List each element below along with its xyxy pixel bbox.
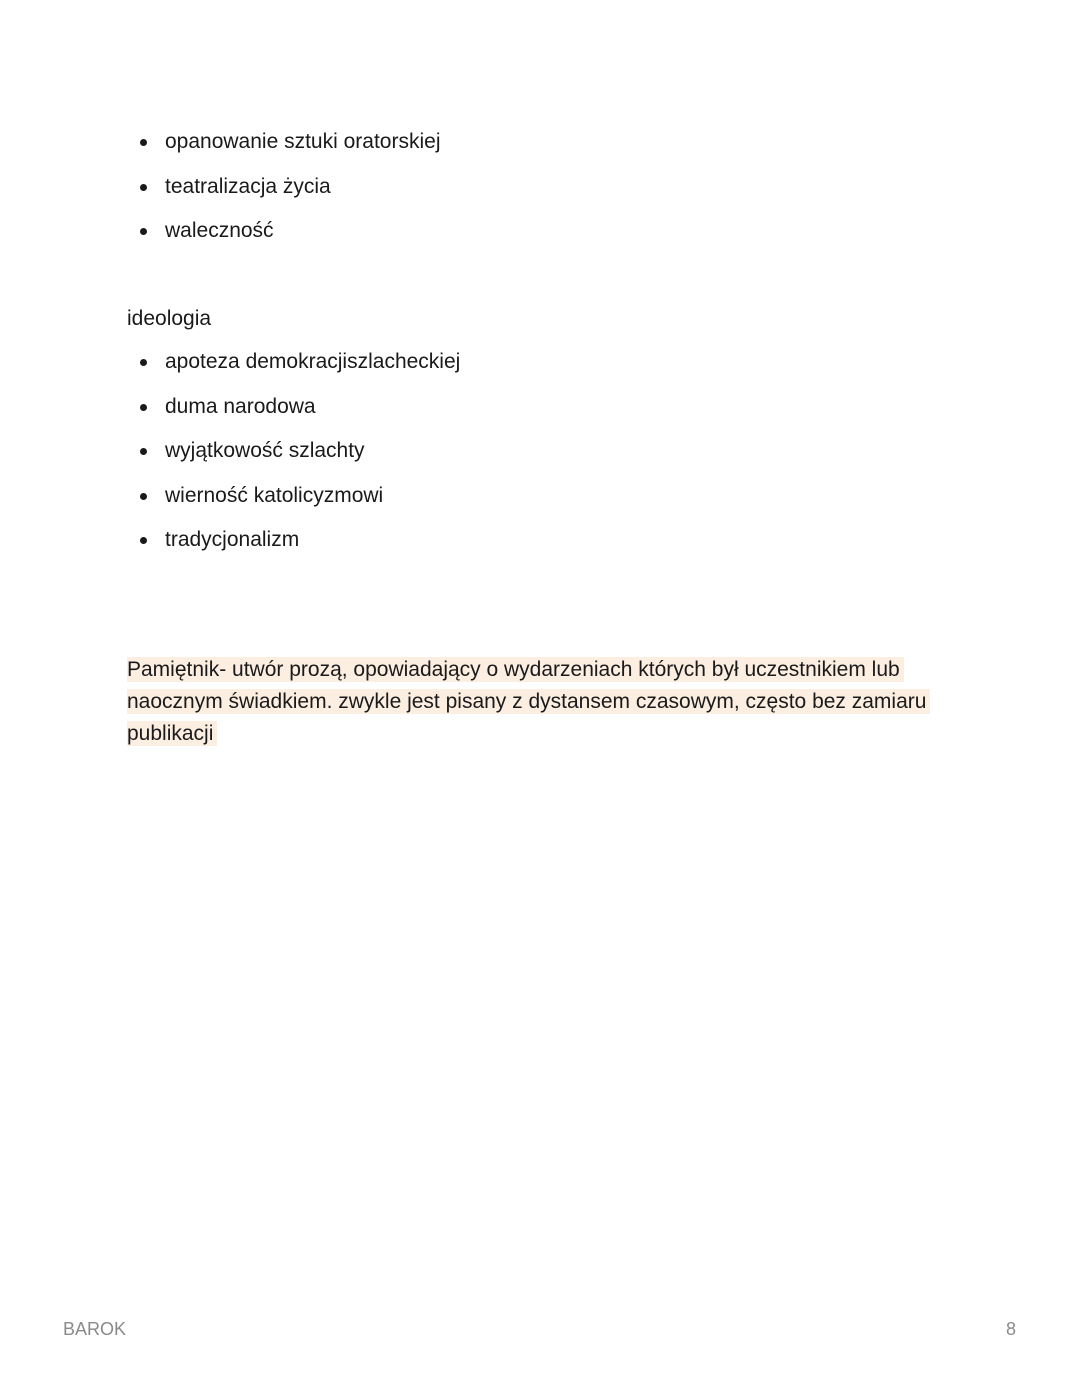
list-item-text: wyjątkowość szlachty <box>165 439 365 462</box>
list-item-text: duma narodowa <box>165 394 316 418</box>
bullet-icon <box>140 184 147 191</box>
list-item-text: apoteza demokracjiszlacheckiej <box>165 350 461 373</box>
bullet-icon <box>140 537 147 544</box>
list-item-text: waleczność <box>165 219 274 242</box>
definition-paragraph <box>127 654 947 750</box>
list-item <box>138 391 460 436</box>
ideology-list <box>138 346 460 569</box>
list-item <box>138 126 440 171</box>
list-item <box>138 171 440 216</box>
traits-list <box>138 126 440 260</box>
bullet-icon <box>140 228 147 235</box>
bullet-icon <box>140 493 147 500</box>
list-item-text: wierność katolicyzmowi <box>165 483 384 507</box>
footer-title: BAROK <box>63 1319 127 1339</box>
list-item-text: teatralizacja życia <box>165 174 331 198</box>
list-item <box>138 524 460 569</box>
list-item <box>138 480 460 525</box>
ideology-heading: ideologia <box>127 307 212 330</box>
highlighted-definition-text: Pamiętnik- utwór prozą, opowiadający o wydarzeniach których był uczestnikiem lub naocznym świadkiem. zwykle jest pisany z dystansem czasowym, często bez zamiaru publikacji <box>127 657 930 746</box>
list-item-text: opanowanie sztuki oratorskiej <box>165 130 441 153</box>
list-item <box>138 215 440 260</box>
list-item <box>138 346 460 391</box>
bullet-icon <box>140 404 147 411</box>
bullet-icon <box>140 139 147 146</box>
list-item <box>138 435 460 480</box>
page-number: 8 <box>1005 1319 1016 1339</box>
bullet-icon <box>140 359 147 366</box>
bullet-icon <box>140 448 147 455</box>
list-item-text: tradycjonalizm <box>165 528 300 551</box>
